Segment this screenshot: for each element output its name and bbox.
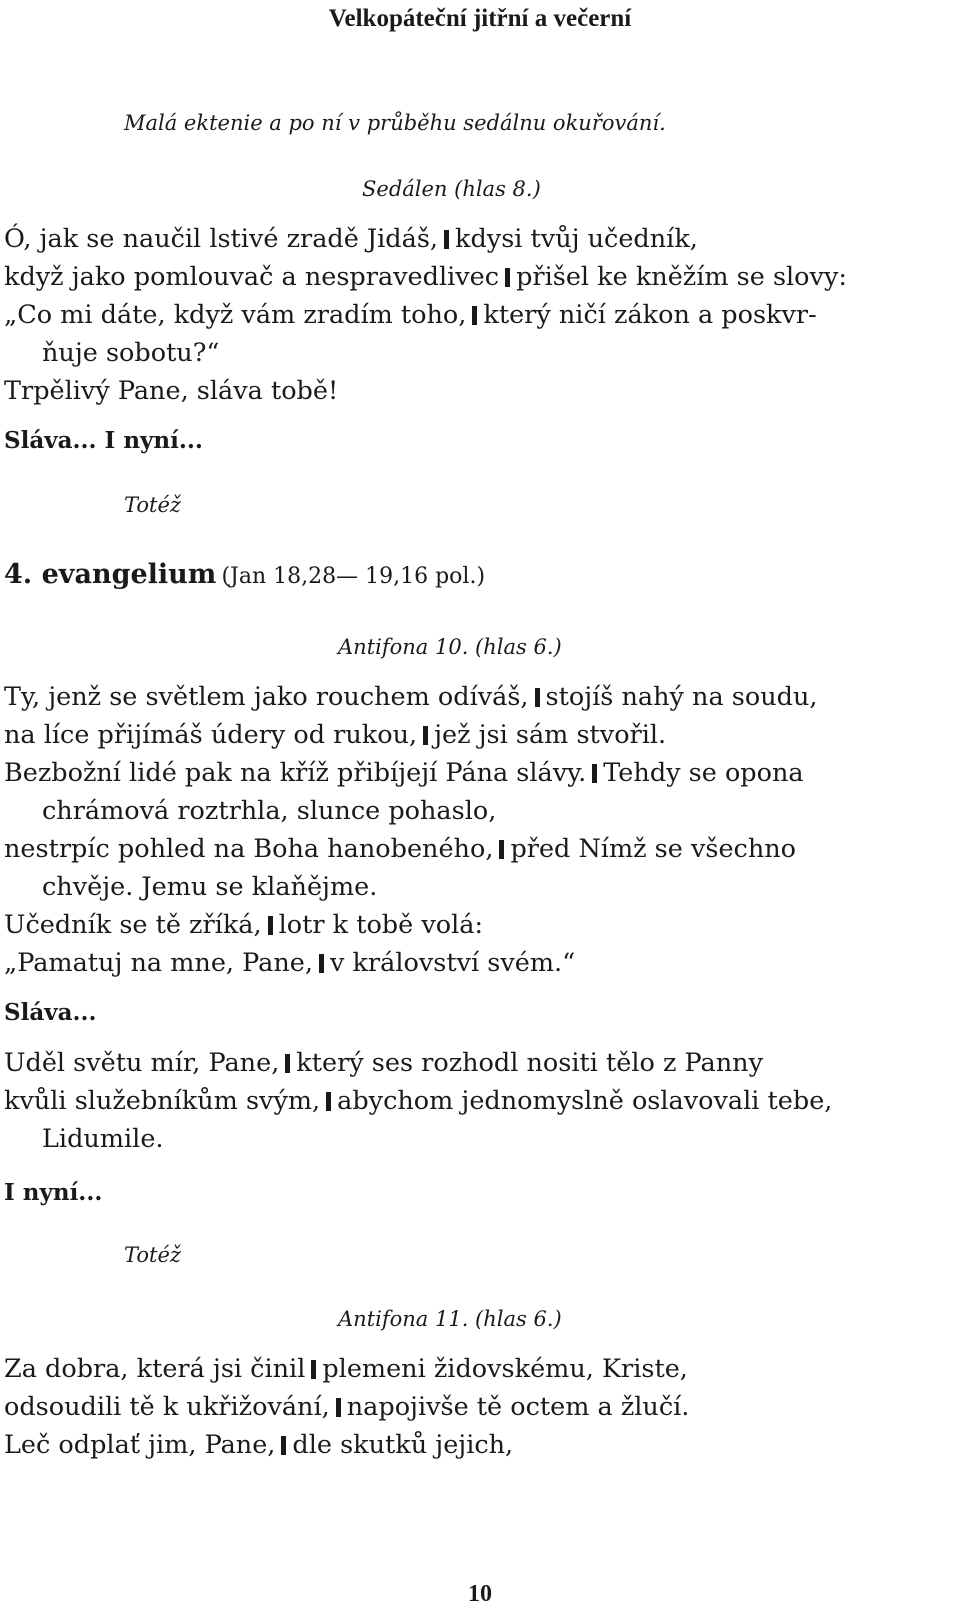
- antifona10-line-2: [4, 718, 666, 752]
- text-segment: abychom jednomyslně oslavovali tebe,: [337, 1086, 833, 1116]
- rubric-toteze: Totéž: [124, 1243, 181, 1267]
- sedalen-line-2: [4, 260, 847, 294]
- text-segment: napojivše tě octem a žlučí.: [346, 1392, 690, 1422]
- verse-divider-icon: [268, 916, 273, 935]
- text-segment: v království svém.“: [329, 948, 576, 978]
- antifona11-line-2: [4, 1390, 689, 1424]
- text-segment: Učedník se tě zříká,: [4, 910, 262, 940]
- antifona10-line-8: [4, 946, 575, 980]
- slava-line-2: [4, 1084, 832, 1118]
- text-segment: odsoudili tě k ukřižování,: [4, 1392, 330, 1422]
- text-segment: kvůli služebníkům svým,: [4, 1086, 321, 1116]
- slava-line-3: Lidumile.: [42, 1124, 164, 1154]
- verse-divider-icon: [499, 840, 504, 859]
- sedalen-line-1: [4, 222, 698, 256]
- heading-slava: Sláva...: [4, 999, 97, 1026]
- text-segment: na líce přijímáš údery od rukou,: [4, 720, 418, 750]
- verse-divider-icon: [423, 726, 428, 745]
- text-segment: Ty, jenž se světlem jako rouchem odíváš,: [4, 682, 529, 712]
- text-segment: plemeni židovskému, Kriste,: [322, 1354, 688, 1384]
- text-segment: jež jsi sám stvořil.: [434, 720, 667, 750]
- evangelium-reference: (Jan 18,28— 19,16 pol.): [221, 564, 486, 589]
- antifona10-line-5: [4, 832, 796, 866]
- verse-divider-icon: [319, 954, 324, 973]
- verse-divider-icon: [336, 1398, 341, 1417]
- sedalen-line-5: Trpělivý Pane, sláva tobě!: [4, 376, 339, 406]
- evangelium-heading: [4, 558, 485, 592]
- text-segment: Ó, jak se naučil lstivé zradě Jidáš,: [4, 224, 439, 254]
- verse-divider-icon: [505, 268, 510, 287]
- rubric-ektenie: Malá ektenie a po ní v průběhu sedálnu okuřování.: [124, 111, 666, 135]
- text-segment: když jako pomlouvač a nespravedlivec: [4, 262, 500, 292]
- rubric-sedalen: Sedálen (hlas 8.): [362, 177, 541, 201]
- rubric-antifona-11: Antifona 11. (hlas 6.): [338, 1307, 562, 1331]
- rubric-antifona-10: Antifona 10. (hlas 6.): [338, 635, 562, 659]
- antifona10-line-3: [4, 756, 804, 790]
- verse-divider-icon: [285, 1054, 290, 1073]
- text-segment: stojíš nahý na soudu,: [545, 682, 818, 712]
- heading-slava-inyni: Sláva... I nyní...: [4, 427, 203, 454]
- text-segment: „Co mi dáte, když vám zradím toho,: [4, 300, 467, 330]
- antifona10-line-6: chvěje. Jemu se klaňějme.: [42, 872, 378, 902]
- antifona10-line-7: [4, 908, 483, 942]
- text-segment: Tehdy se opona: [603, 758, 804, 788]
- heading-inyni: I nyní...: [4, 1179, 103, 1206]
- text-segment: který ničí zákon a poskvr-: [483, 300, 817, 330]
- page-header: Velkopáteční jitřní a večerní: [328, 5, 632, 32]
- slava-line-1: [4, 1046, 763, 1080]
- antifona11-line-3: [4, 1428, 513, 1462]
- antifona10-line-4: chrámová roztrhla, slunce pohaslo,: [42, 796, 497, 826]
- verse-divider-icon: [281, 1436, 286, 1455]
- text-segment: Bezbožní lidé pak na kříž přibíjejí Pána slávy.: [4, 758, 587, 788]
- page-number: 10: [468, 1581, 492, 1607]
- antifona11-line-1: [4, 1352, 688, 1386]
- text-segment: přišel ke kněžím se slovy:: [516, 262, 847, 292]
- text-segment: Leč odplať jim, Pane,: [4, 1430, 276, 1460]
- antifona10-line-1: [4, 680, 818, 714]
- text-segment: „Pamatuj na mne, Pane,: [4, 948, 313, 978]
- text-segment: kdysi tvůj učedník,: [455, 224, 698, 254]
- verse-divider-icon: [444, 230, 449, 249]
- text-segment: Uděl světu mír, Pane,: [4, 1048, 280, 1078]
- sedalen-line-3: [4, 298, 817, 332]
- rubric-toteze: Totéž: [124, 493, 181, 517]
- verse-divider-icon: [311, 1360, 316, 1379]
- sedalen-line-4: ňuje sobotu?“: [42, 338, 220, 368]
- verse-divider-icon: [535, 688, 540, 707]
- text-segment: Za dobra, která jsi činil: [4, 1354, 306, 1384]
- text-segment: který ses rozhodl nositi tělo z Panny: [296, 1048, 763, 1078]
- text-segment: nestrpíc pohled na Boha hanobeného,: [4, 834, 494, 864]
- text-segment: před Nímž se všechno: [510, 834, 797, 864]
- evangelium-title: 4. evangelium: [4, 559, 217, 590]
- text-segment: lotr k tobě volá:: [278, 910, 484, 940]
- text-segment: dle skutků jejich,: [292, 1430, 514, 1460]
- verse-divider-icon: [472, 306, 477, 325]
- verse-divider-icon: [592, 764, 597, 783]
- verse-divider-icon: [326, 1092, 331, 1111]
